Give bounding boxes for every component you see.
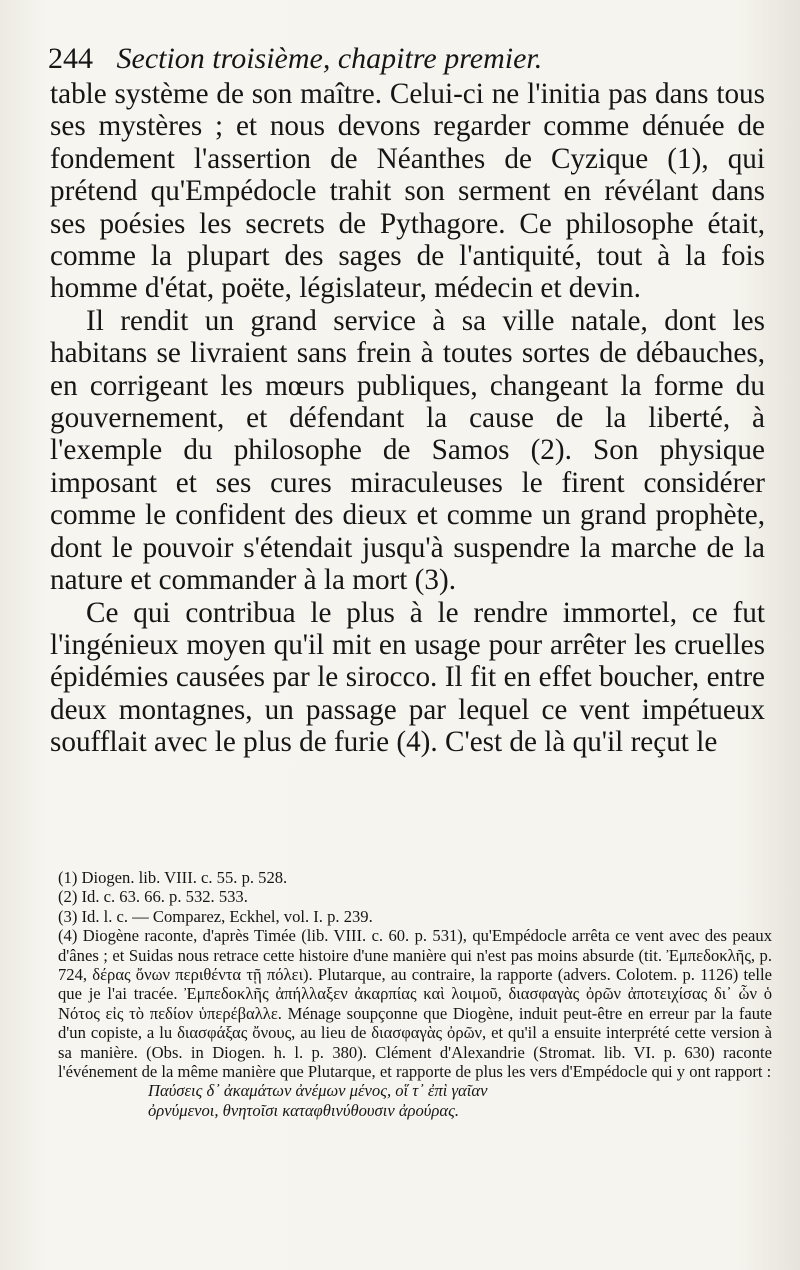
verse-line: Παύσεις δ᾽ ἀκαμάτων ἀνέμων μένος, οἵ τ᾽ ἐπὶ γαῖαν (148, 1081, 488, 1101)
footnote: (1) Diogen. lib. VIII. c. 55. p. 528. (58, 868, 288, 887)
page-number: 244 (48, 42, 93, 75)
verse-line: ὀρνύμενοι, θνητοῖσι καταφθινύθουσιν ἀρούρας. (148, 1100, 459, 1120)
footnotes (58, 868, 772, 1120)
greek-verse (148, 1081, 772, 1120)
footnote: (3) Id. l. c. — Comparez, Eckhel, vol. I. p. 239. (58, 906, 373, 926)
paragraph: table système de son maître. Celui-ci ne l'initia pas dans tous ses mystères ; et nous devons regarder comme dénuée de fondement l'assertion de Néanthes de Cyzique (1), qui prétend qu'Empédocle trahit son serment en révélant dans ses poésies les secrets de Pythagore. Ce philosophe était, comme la plupart des sages de l'antiquité, tout à la fois homme d'état, poëte, législateur, médecin et devin. (50, 78, 765, 305)
paragraph: Il rendit un grand service à sa ville natale, dont les habitans se livraient sans frein à toutes sortes de débauches, en corrigeant les mœurs publiques, changeant la forme du gouvernement, et défendant la cause de la liberté, à l'exemple du philosophe de Samos (2). Son physique imposant et ses cures miraculeuses le firent considérer comme le confident des dieux et comme un grand prophète, dont le pouvoir s'étendait jusqu'à suspendre la marche de la nature et commander à la mort (3). (50, 304, 765, 597)
page-header (48, 40, 748, 78)
paragraph: Ce qui contribua le plus à le rendre immortel, ce fut l'ingénieux moyen qu'il mit en usage pour arrêter les cruelles épidémies causées par le sirocco. Il fit en effet boucher, entre deux montagnes, un passage par lequel ce vent impétueux soufflait avec le plus de furie (4). C'est de là qu'il reçut le (50, 596, 765, 759)
running-title: Section troisième, chapitre premier. (116, 42, 543, 75)
footnote: (2) Id. c. 63. 66. p. 532. 533. (58, 887, 248, 907)
footnote: (4) Diogène raconte, d'après Timée (lib. VIII. c. 60. p. 531), qu'Empédocle arrêta ce vent avec des peaux d'ânes ; et Suidas nous retrace cette histoire d'une manière qui n'est pas moins absurde (tit. Ἐμπεδοκλῆς, p. 724, δέρας ὄνων περιθέντα τῇ πόλει). Plutarque, au contraire, la rapporte (advers. Colotem. p. 1126) telle que je l'ai tracée. Ἐμπεδοκλῆς ἀπήλλαξεν ἀκαρπίας καὶ λοιμοῦ, διασφαγὰς ὀρῶν ἀποτειχίσας δι᾽ ὧν ὁ Νότος εἰς τὸ πεδίον ὑπερέβαλλε. Ménage soupçonne que Diogène, induit peut-être en erreur par la faute d'un copiste, a lu διασφάξας ὄνους, au lieu de διασφαγὰς ὀρῶν, et qu'il a ensuite interprété cette version à sa manière. (Obs. in Diogen. h. l. p. 380). Clément d'Alexandrie (Stromat. lib. VI. p. 630) raconte l'événement de la même manière que Plutarque, et rapporte de plus les vers d'Empédocle qui y ont rapport : (58, 926, 772, 1082)
main-text (50, 78, 765, 759)
